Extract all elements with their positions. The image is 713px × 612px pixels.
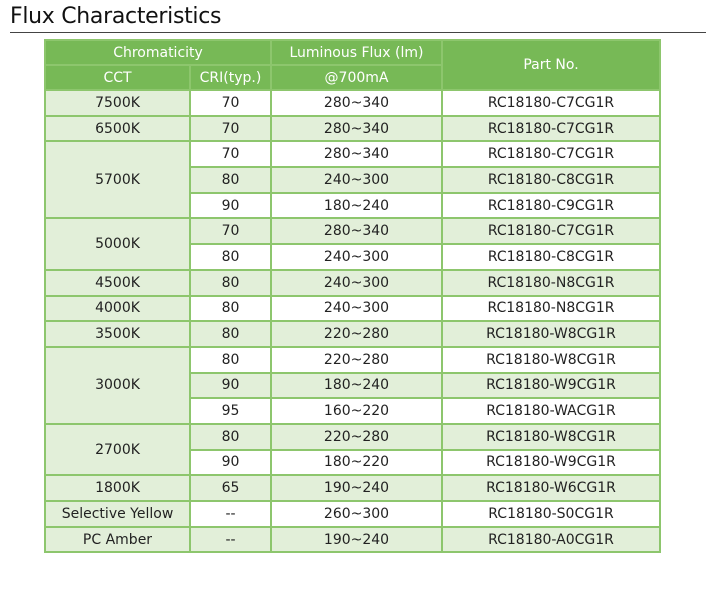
header-current: @700mA <box>271 65 442 90</box>
flux-cell: 280~340 <box>271 218 442 244</box>
cri-cell: 90 <box>190 373 271 399</box>
part-no-cell: RC18180-C7CG1R <box>442 116 660 142</box>
table-body <box>45 90 660 552</box>
cri-cell: 65 <box>190 475 271 501</box>
cri-cell: 90 <box>190 450 271 476</box>
cct-cell: PC Amber <box>45 527 190 553</box>
header-cct: CCT <box>45 65 190 90</box>
part-no-cell: RC18180-W8CG1R <box>442 347 660 373</box>
flux-cell: 240~300 <box>271 296 442 322</box>
page-title: Flux Characteristics <box>10 4 222 29</box>
cri-cell: 80 <box>190 270 271 296</box>
flux-cell: 280~340 <box>271 116 442 142</box>
flux-cell: 240~300 <box>271 270 442 296</box>
flux-cell: 240~300 <box>271 244 442 270</box>
table-row <box>45 90 660 116</box>
table-row <box>45 424 660 450</box>
part-no-cell: RC18180-W9CG1R <box>442 373 660 399</box>
cct-cell: 5700K <box>45 141 190 218</box>
part-no-cell: RC18180-S0CG1R <box>442 501 660 527</box>
flux-cell: 280~340 <box>271 141 442 167</box>
cct-cell: Selective Yellow <box>45 501 190 527</box>
cri-cell: 70 <box>190 218 271 244</box>
cri-cell: 80 <box>190 296 271 322</box>
part-no-cell: RC18180-C7CG1R <box>442 90 660 116</box>
part-no-cell: RC18180-WACG1R <box>442 398 660 424</box>
cct-cell: 7500K <box>45 90 190 116</box>
cri-cell: 80 <box>190 244 271 270</box>
cri-cell: 80 <box>190 167 271 193</box>
part-no-cell: RC18180-A0CG1R <box>442 527 660 553</box>
flux-cell: 220~280 <box>271 424 442 450</box>
flux-cell: 190~240 <box>271 475 442 501</box>
part-no-cell: RC18180-W6CG1R <box>442 475 660 501</box>
table-row <box>45 347 660 373</box>
cct-cell: 6500K <box>45 116 190 142</box>
flux-table <box>44 39 661 553</box>
cct-cell: 5000K <box>45 218 190 269</box>
cct-cell: 3500K <box>45 321 190 347</box>
flux-cell: 280~340 <box>271 90 442 116</box>
cri-cell: 70 <box>190 90 271 116</box>
cct-cell: 4000K <box>45 296 190 322</box>
header-luminous-flux: Luminous Flux (lm) <box>271 40 442 65</box>
flux-cell: 240~300 <box>271 167 442 193</box>
part-no-cell: RC18180-W8CG1R <box>442 321 660 347</box>
cct-cell: 1800K <box>45 475 190 501</box>
table-row <box>45 527 660 553</box>
flux-cell: 180~240 <box>271 373 442 399</box>
cct-cell: 3000K <box>45 347 190 424</box>
cri-cell: 95 <box>190 398 271 424</box>
flux-cell: 260~300 <box>271 501 442 527</box>
part-no-cell: RC18180-C8CG1R <box>442 244 660 270</box>
cct-cell: 4500K <box>45 270 190 296</box>
part-no-cell: RC18180-W9CG1R <box>442 450 660 476</box>
cri-cell: 70 <box>190 141 271 167</box>
table-row <box>45 321 660 347</box>
part-no-cell: RC18180-N8CG1R <box>442 270 660 296</box>
cri-cell: -- <box>190 501 271 527</box>
part-no-cell: RC18180-W8CG1R <box>442 424 660 450</box>
table-row <box>45 270 660 296</box>
flux-cell: 180~240 <box>271 193 442 219</box>
part-no-cell: RC18180-C8CG1R <box>442 167 660 193</box>
table-row <box>45 296 660 322</box>
part-no-cell: RC18180-N8CG1R <box>442 296 660 322</box>
table-row <box>45 501 660 527</box>
table-row <box>45 141 660 167</box>
part-no-cell: RC18180-C7CG1R <box>442 141 660 167</box>
flux-cell: 190~240 <box>271 527 442 553</box>
cct-cell: 2700K <box>45 424 190 475</box>
header-chromaticity: Chromaticity <box>45 40 271 65</box>
part-no-cell: RC18180-C9CG1R <box>442 193 660 219</box>
cri-cell: 80 <box>190 347 271 373</box>
title-underline <box>10 32 706 33</box>
cri-cell: 70 <box>190 116 271 142</box>
flux-cell: 220~280 <box>271 347 442 373</box>
flux-cell: 180~220 <box>271 450 442 476</box>
part-no-cell: RC18180-C7CG1R <box>442 218 660 244</box>
cri-cell: 80 <box>190 321 271 347</box>
table-row <box>45 116 660 142</box>
cri-cell: 80 <box>190 424 271 450</box>
flux-cell: 160~220 <box>271 398 442 424</box>
cri-cell: -- <box>190 527 271 553</box>
header-cri: CRI(typ.) <box>190 65 271 90</box>
table-row <box>45 475 660 501</box>
header-part-no: Part No. <box>442 40 660 90</box>
table-row <box>45 218 660 244</box>
flux-cell: 220~280 <box>271 321 442 347</box>
cri-cell: 90 <box>190 193 271 219</box>
